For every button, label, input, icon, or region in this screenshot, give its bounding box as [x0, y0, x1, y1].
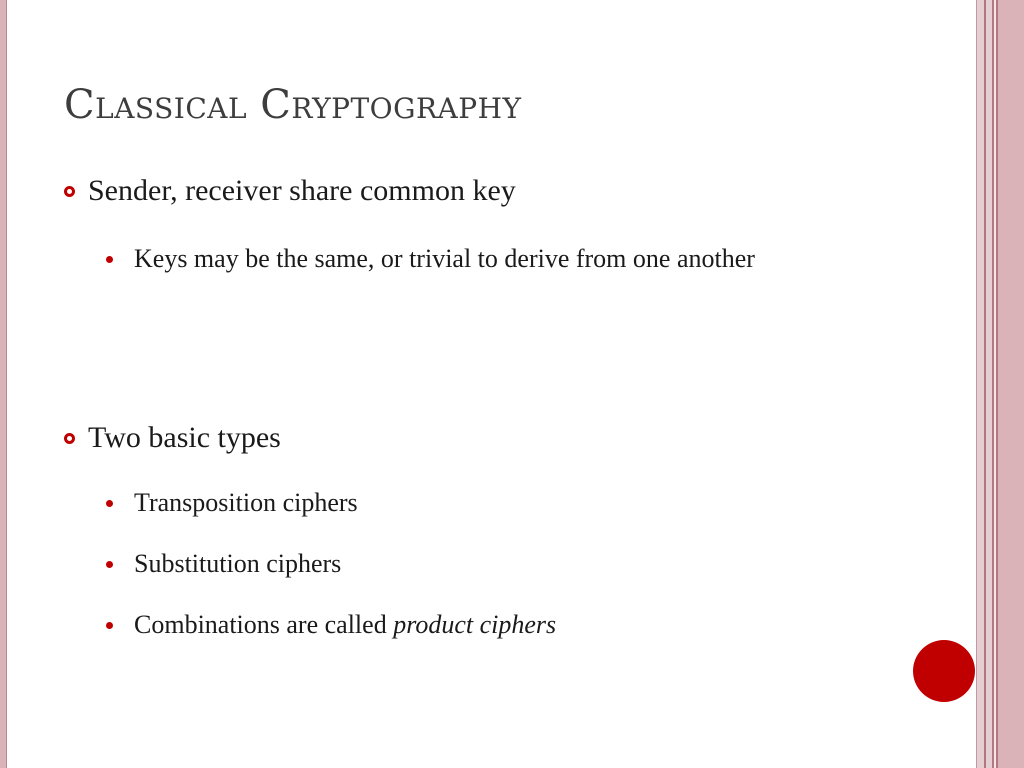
bullet-point: [64, 174, 516, 208]
sub-bullet-text-emphasis: product ciphers: [393, 610, 557, 639]
sub-bullet-point: [106, 232, 866, 286]
sub-bullet-point: [106, 537, 866, 591]
sub-bullet-text: Keys may be the same, or trivial to derive from one another: [134, 244, 755, 273]
right-border-stripe: [977, 0, 984, 768]
red-circle-ornament-icon: [913, 640, 975, 702]
sub-bullet-text-plain: Combinations are called: [134, 610, 394, 639]
bullet-text: Two basic types: [88, 421, 281, 454]
filled-dot-bullet-icon: [106, 561, 113, 568]
slide-title: Classical Cryptography: [64, 82, 522, 128]
filled-dot-bullet-icon: [106, 500, 113, 507]
sub-bullet-text: [106, 598, 866, 652]
bullet-point: [64, 421, 281, 455]
filled-dot-bullet-icon: [106, 256, 113, 263]
sub-bullet-text: Substitution ciphers: [134, 549, 342, 578]
left-border-line: [6, 0, 7, 768]
bullet-text: Sender, receiver share common key: [88, 174, 516, 207]
sub-bullet-text: Transposition ciphers: [134, 488, 358, 517]
right-border-stripe: [998, 0, 1024, 768]
filled-dot-bullet-icon: [106, 622, 113, 629]
sub-bullet-point: [106, 598, 866, 652]
hollow-circle-bullet-icon: [64, 433, 75, 444]
sub-bullet-point: [106, 476, 866, 530]
hollow-circle-bullet-icon: [64, 186, 75, 197]
